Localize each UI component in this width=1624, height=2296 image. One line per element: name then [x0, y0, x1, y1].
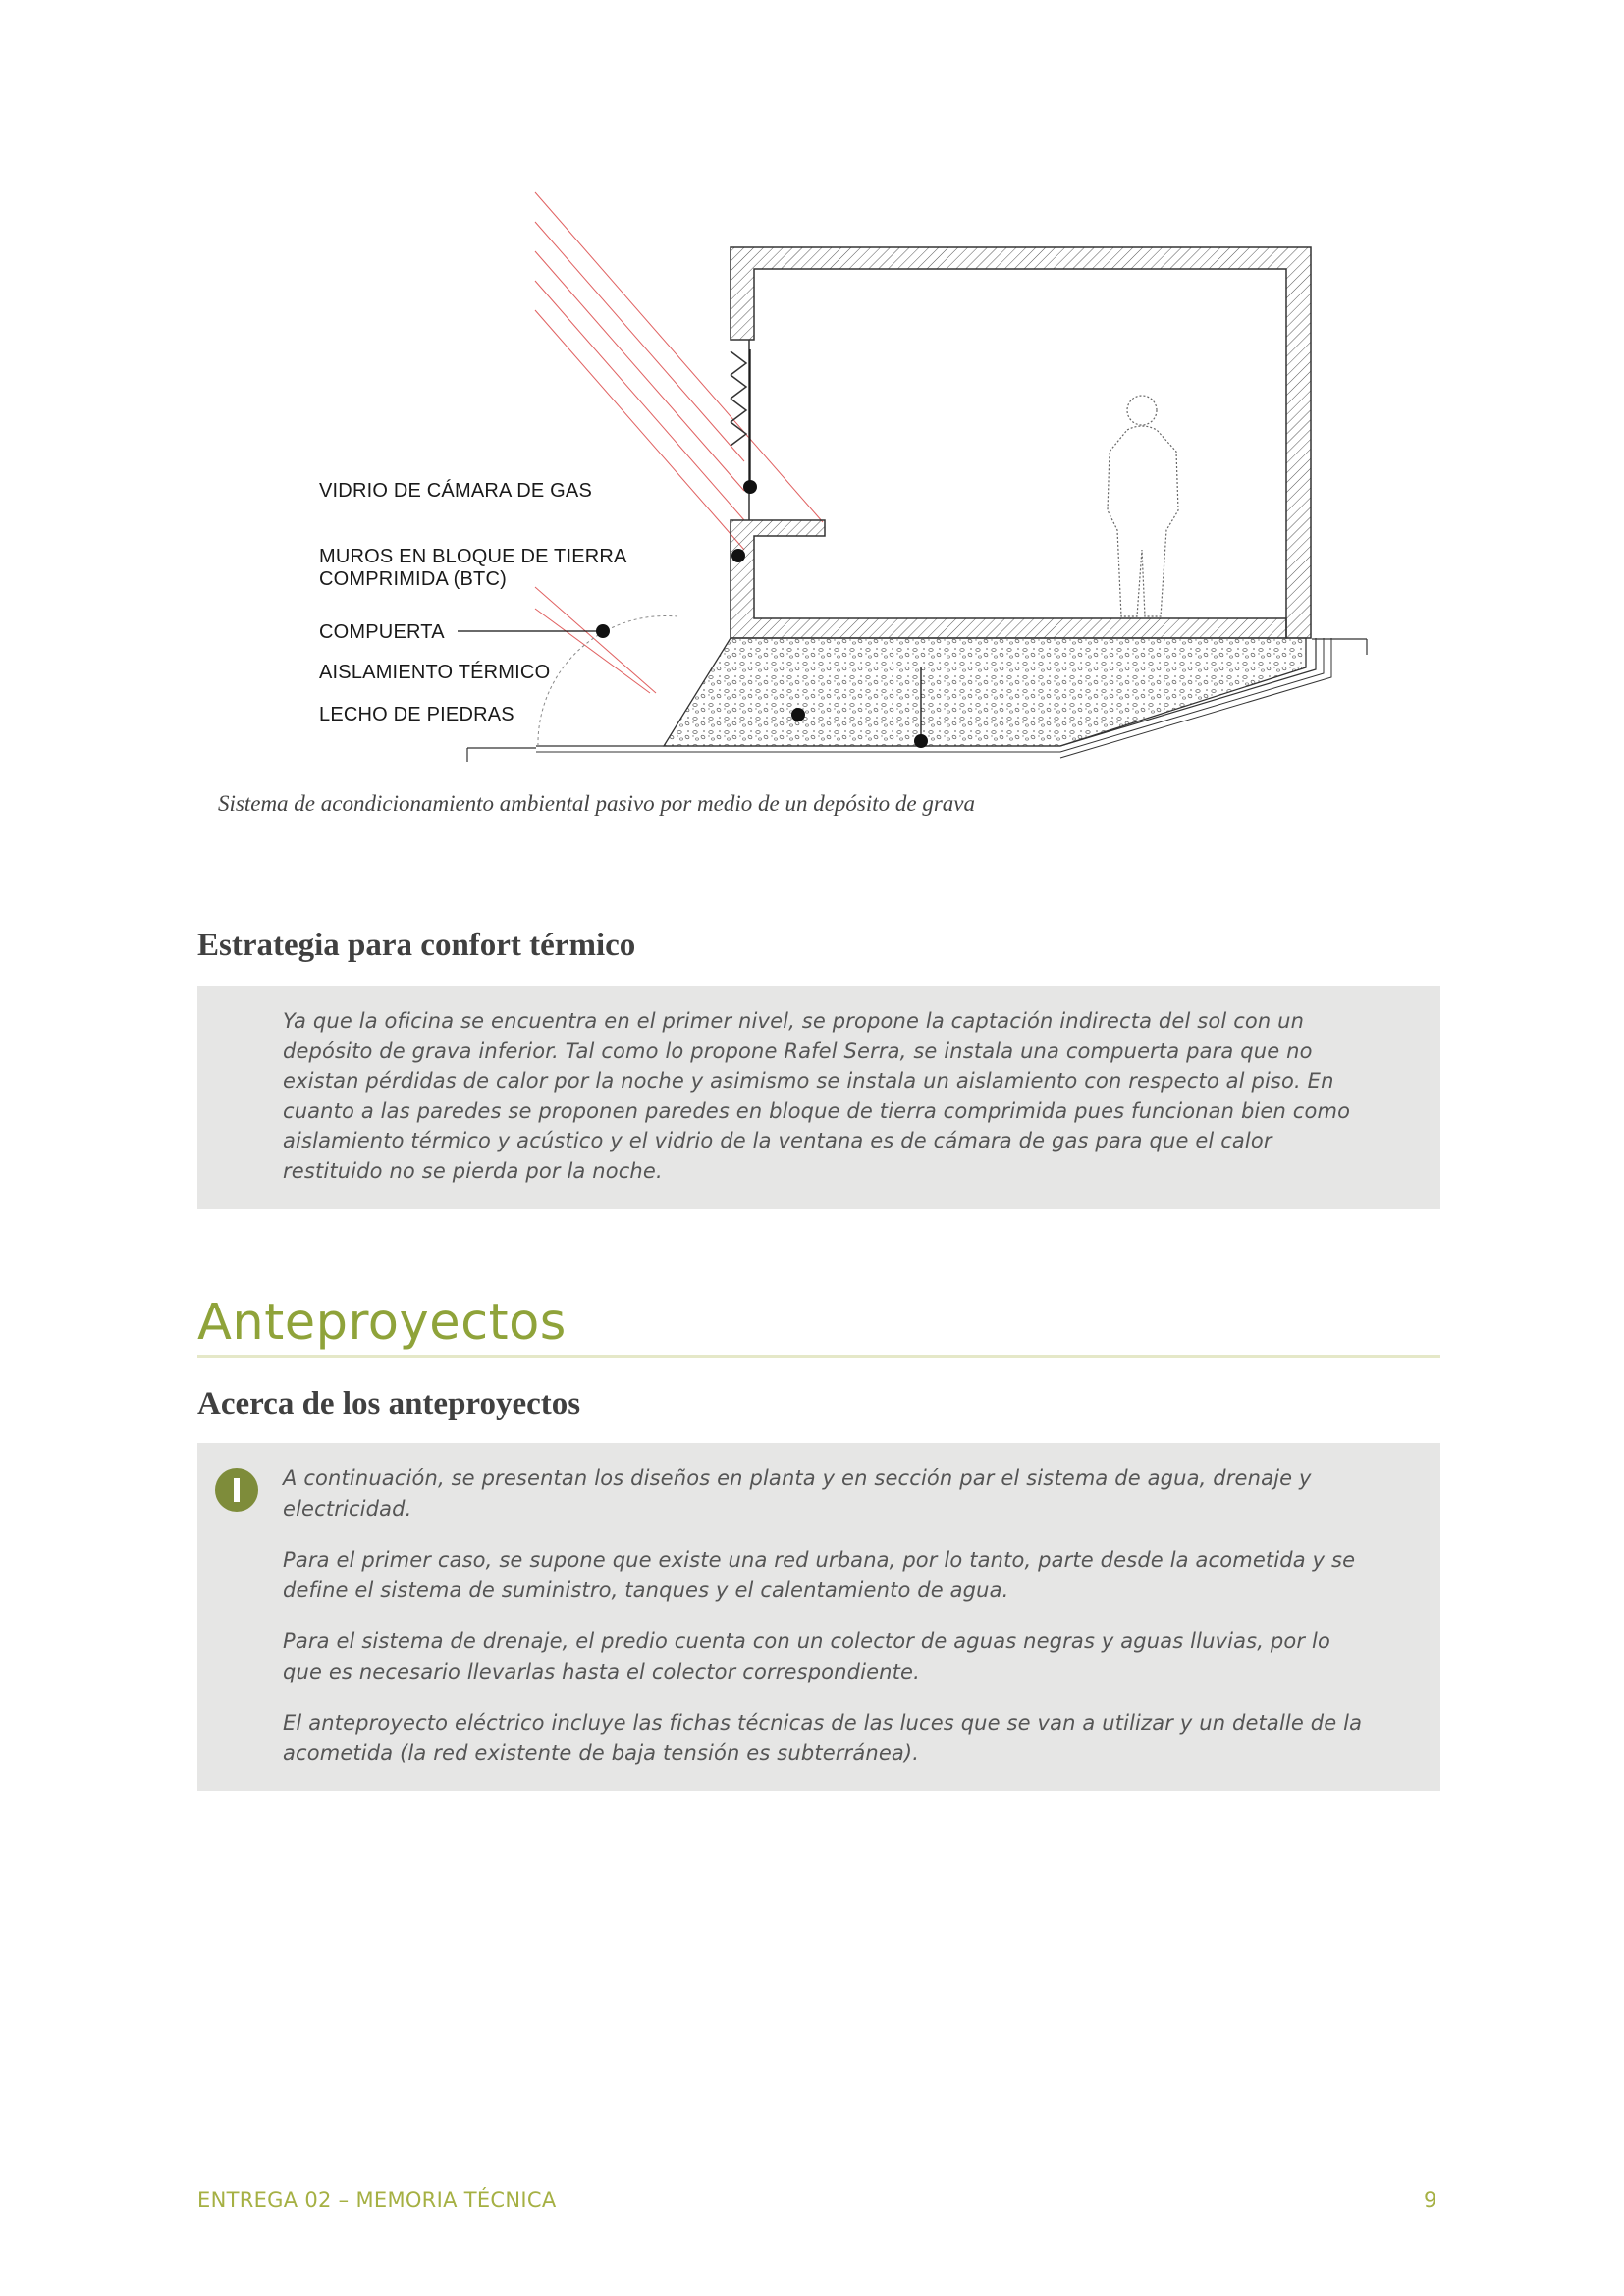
- window: [731, 340, 749, 520]
- label-lecho: LECHO DE PIEDRAS: [319, 704, 514, 725]
- label-compuerta: COMPUERTA: [319, 621, 445, 643]
- footer-title: ENTREGA 02 – MEMORIA TÉCNICA: [197, 2188, 557, 2212]
- title-anteproyectos: Anteproyectos: [197, 1294, 567, 1352]
- anteproyectos-paragraph-3: Para el sistema de drenaje, el predio cuenta con un colector de aguas negras y aguas lluvias, por lo que es necesario llevarlas hasta el colector correspondiente.: [283, 1629, 1330, 1683]
- anteproyectos-paragraph-2: Para el primer caso, se supone que existe una red urbana, por lo tanto, parte desde la acometida y se define el sistema de suministro, tanques y el calentamiento de agua.: [283, 1548, 1356, 1602]
- page-number: 9: [1424, 2188, 1437, 2212]
- confort-text: Ya que la oficina se encuentra en el primer nivel, se propone la captación indirecta del sol con un depósito de grava inferior. Tal como lo propone Rafel Serra, se instala una compuerta para que no existan pérdidas de calor por la noche y asimismo se instala un aislamiento con respecto al piso. En cuanto a las paredes se proponen paredes en bloque de tierra comprimida pues funcionan bien como aislamiento térmico y acústico y el vidrio de la ventana es de cámara de gas para que el calor restituido no se pierda por la noche.: [283, 1009, 1351, 1183]
- gravel-bed: [664, 638, 1306, 746]
- label-aislamiento: AISLAMIENTO TÉRMICO: [319, 662, 551, 683]
- figure-caption: Sistema de acondicionamiento ambiental pasivo por medio de un depósito de grava: [218, 791, 976, 816]
- walls: [731, 247, 1311, 638]
- label-vidrio: VIDRIO DE CÁMARA DE GAS: [319, 480, 592, 502]
- heading-confort: Estrategia para confort térmico: [197, 928, 636, 963]
- confort-paragraph: [283, 1006, 1373, 1207]
- heading-acerca: Acerca de los anteproyectos: [197, 1386, 581, 1421]
- label-muros-line2: COMPRIMIDA (BTC): [319, 568, 507, 590]
- label-muros-line1: MUROS EN BLOQUE DE TIERRA: [319, 546, 627, 567]
- person-icon: [1108, 396, 1178, 616]
- section-diagram: [0, 0, 1624, 844]
- info-icon: [215, 1468, 258, 1512]
- anteproyectos-paragraph-4: El anteproyecto eléctrico incluye las fichas técnicas de las luces que se van a utilizar y un detalle de la acometida (la red existente de baja tensión es subterránea).: [283, 1711, 1363, 1765]
- anteproyectos-paragraph-1: A continuación, se presentan los diseños en planta y en sección par el sistema de agua, drenaje y electricidad.: [283, 1467, 1312, 1521]
- anteproyectos-text: [283, 1464, 1373, 1789]
- title-rule: [197, 1355, 1440, 1358]
